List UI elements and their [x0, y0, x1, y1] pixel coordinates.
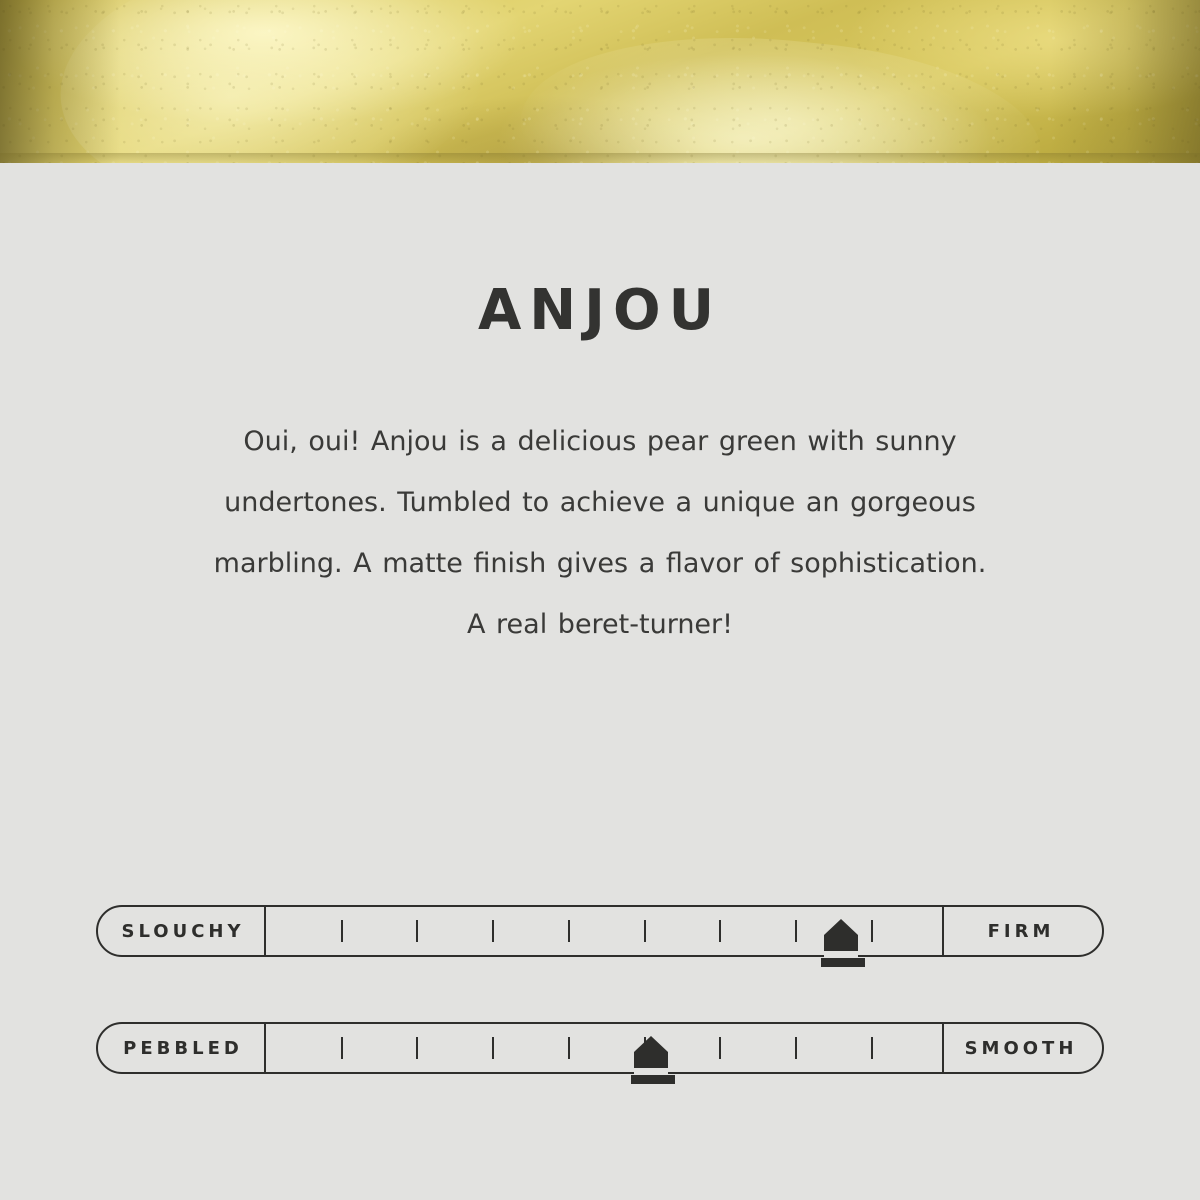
- leather-shadow-right: [1050, 0, 1200, 163]
- description-line-3: marbling. A matte finish gives a flavor of sophistication.: [213, 548, 987, 579]
- description-block: [160, 428, 1040, 638]
- marker-body: [824, 935, 858, 951]
- slider-texture[interactable]: [96, 1022, 1104, 1074]
- slider-tick: [341, 1037, 343, 1059]
- slider-tick: [492, 1037, 494, 1059]
- slider-texture-left-label: PEBBLED: [98, 1024, 266, 1072]
- slider-stiffness-left-label: SLOUCHY: [98, 907, 266, 955]
- slider-tick: [568, 920, 570, 942]
- description-line-2: undertones. Tumbled to achieve a unique an gorgeous: [224, 487, 976, 518]
- slider-tick: [719, 920, 721, 942]
- marker-head-icon: [824, 919, 858, 935]
- leather-shadow-left: [0, 0, 120, 163]
- slider-tick: [341, 920, 343, 942]
- slider-tick: [416, 1037, 418, 1059]
- slider-tick: [871, 920, 873, 942]
- slider-stiffness-bar[interactable]: [96, 905, 1104, 957]
- slider-texture-handle[interactable]: [631, 1036, 671, 1084]
- page-title: ANJOU: [477, 278, 723, 343]
- marker-body: [634, 1052, 668, 1068]
- slider-texture-right-label: SMOOTH: [942, 1024, 1102, 1072]
- slider-stiffness-handle[interactable]: [821, 919, 861, 967]
- description-line-4: A real beret-turner!: [467, 609, 733, 640]
- leather-texture-image: [0, 0, 1200, 163]
- slider-stiffness-right-label: FIRM: [942, 907, 1102, 955]
- slider-tick: [795, 920, 797, 942]
- slider-tick: [644, 920, 646, 942]
- slider-tick: [871, 1037, 873, 1059]
- slider-tick: [416, 920, 418, 942]
- slider-stiffness[interactable]: [96, 905, 1104, 957]
- slider-stiffness-track[interactable]: [266, 907, 942, 955]
- slider-tick: [795, 1037, 797, 1059]
- marker-head-icon: [634, 1036, 668, 1052]
- leather-bottom-edge: [0, 153, 1200, 163]
- slider-tick: [492, 920, 494, 942]
- slider-texture-track[interactable]: [266, 1024, 942, 1072]
- marker-foot: [631, 1075, 675, 1084]
- description-line-1: Oui, oui! Anjou is a delicious pear green with sunny: [243, 426, 957, 457]
- slider-tick: [568, 1037, 570, 1059]
- leather-grain-overlay: [0, 0, 1200, 163]
- marker-foot: [821, 958, 865, 967]
- slider-tick: [719, 1037, 721, 1059]
- slider-texture-bar[interactable]: [96, 1022, 1104, 1074]
